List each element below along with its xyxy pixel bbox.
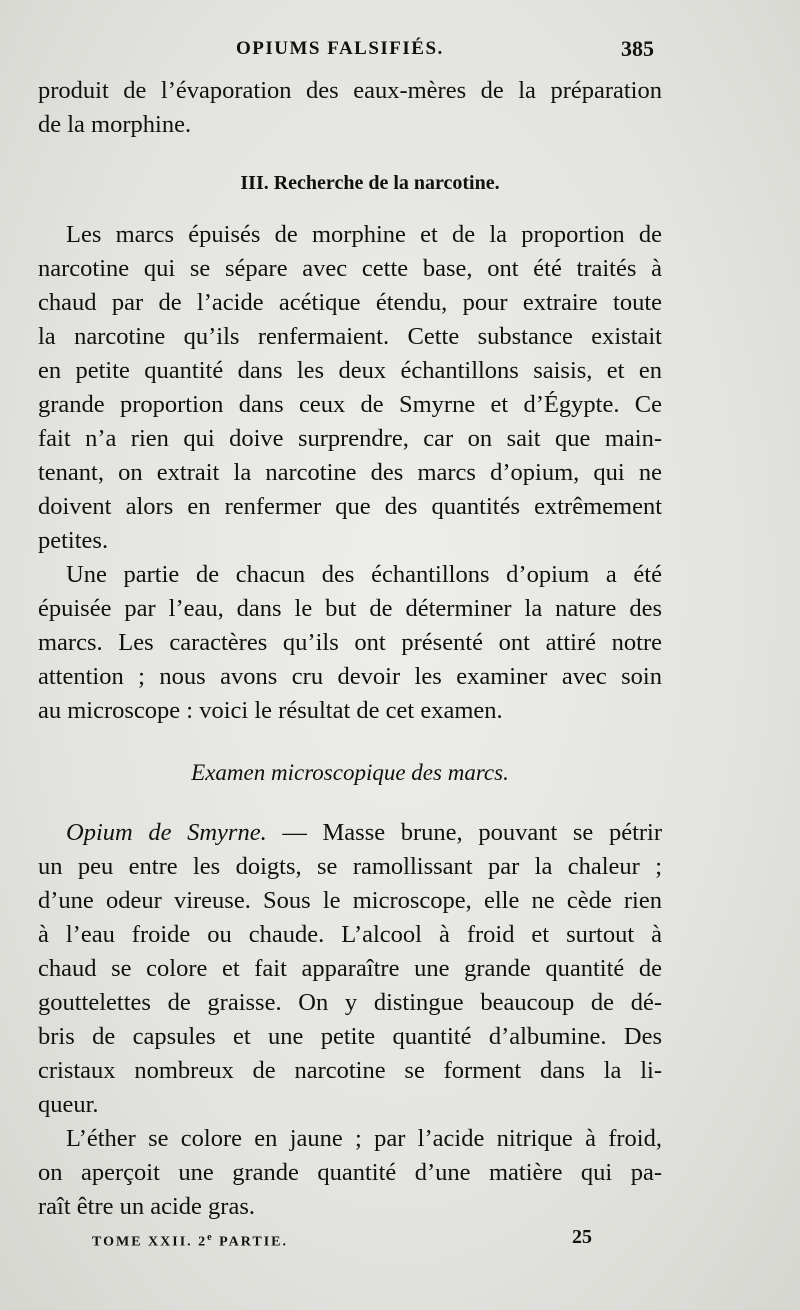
paragraph-echantillons: [38, 558, 662, 728]
text-line: au microscope : voici le résultat de cet examen.: [38, 697, 503, 724]
text-line: queur.: [38, 1091, 99, 1118]
text-line: un peu entre les doigts, se ramollissant par la chaleur ;: [38, 853, 662, 880]
text-line: L’éther se colore en jaune ; par l’acide nitrique à froid,: [66, 1125, 662, 1152]
signature-superscript: e: [207, 1232, 214, 1243]
text-line: la narcotine qu’ils renfermaient. Cette substance existait: [38, 323, 662, 350]
text-line: chaud se colore et fait apparaître une grande quantité de: [38, 955, 662, 982]
section-heading: III. Recherche de la narcotine.: [240, 172, 500, 194]
text-line: on aperçoit une grande quantité d’une matière qui pa-: [38, 1159, 662, 1186]
text-line: produit de l’évaporation des eaux-mères de la préparation: [38, 77, 662, 104]
text-line: raît être un acide gras.: [38, 1193, 255, 1220]
text-line: en petite quantité dans les deux échantillons saisis, et en: [38, 357, 662, 384]
opium-name: Opium de Smyrne.: [66, 819, 267, 846]
running-head: OPIUMS FALSIFIÉS.: [236, 38, 444, 59]
text-line: de la morphine.: [38, 111, 192, 138]
text-line: petites.: [38, 527, 109, 554]
signature-number: 25: [572, 1226, 592, 1248]
text-line: grande proportion dans ceux de Smyrne et d’Égypte. Ce: [38, 391, 662, 418]
page-header: [0, 36, 800, 70]
text-line: [38, 816, 662, 850]
text-line: bris de capsules et une petite quantité d’albumine. Des: [38, 1023, 662, 1050]
text-line: doivent alors en renfermer que des quantités extrêmement: [38, 493, 662, 520]
text-line: Une partie de chacun des échantillons d’opium a été: [66, 561, 662, 588]
text-line: épuisée par l’eau, dans le but de déterminer la nature des: [38, 595, 662, 622]
text-line: cristaux nombreux de narcotine se forment dans la li-: [38, 1057, 662, 1084]
text-line: à l’eau froide ou chaude. L’alcool à froid et surtout à: [38, 921, 662, 948]
text-line: marcs. Les caractères qu’ils ont présenté ont attiré notre: [38, 629, 662, 656]
text-line: tenant, on extrait la narcotine des marcs d’opium, qui ne: [38, 459, 662, 486]
text-line: narcotine qui se sépare avec cette base, ont été traités à: [38, 255, 662, 282]
paragraph-narcotine: [38, 218, 662, 558]
signature-text: TOME XXII. 2: [92, 1234, 208, 1250]
text-line: d’une odeur vireuse. Sous le microscope, elle ne cède rien: [38, 887, 662, 914]
text-line: attention ; nous avons cru devoir les examiner avec soin: [38, 663, 662, 690]
text-line: gouttelettes de graisse. On y distingue beaucoup de dé-: [38, 989, 662, 1016]
text-run: — Masse brune, pouvant se pétrir: [266, 819, 663, 846]
page-footer: [0, 1222, 800, 1262]
text-line: Les marcs épuisés de morphine et de la proportion de: [66, 221, 662, 248]
signature-tail: PARTIE.: [213, 1234, 288, 1250]
subheading: Examen microscopique des marcs.: [191, 760, 509, 785]
body-text: [38, 74, 662, 1224]
signature-mark: [92, 1232, 288, 1251]
text-line: fait n’a rien qui doive surprendre, car on sait que main-: [38, 425, 662, 452]
paragraph-smyrne: [38, 816, 662, 1122]
paragraph-ether: [38, 1122, 662, 1224]
page-number: 385: [621, 36, 654, 61]
text-line: chaud par de l’acide acétique étendu, pour extraire toute: [38, 289, 662, 316]
paragraph-continuation: [38, 74, 662, 142]
